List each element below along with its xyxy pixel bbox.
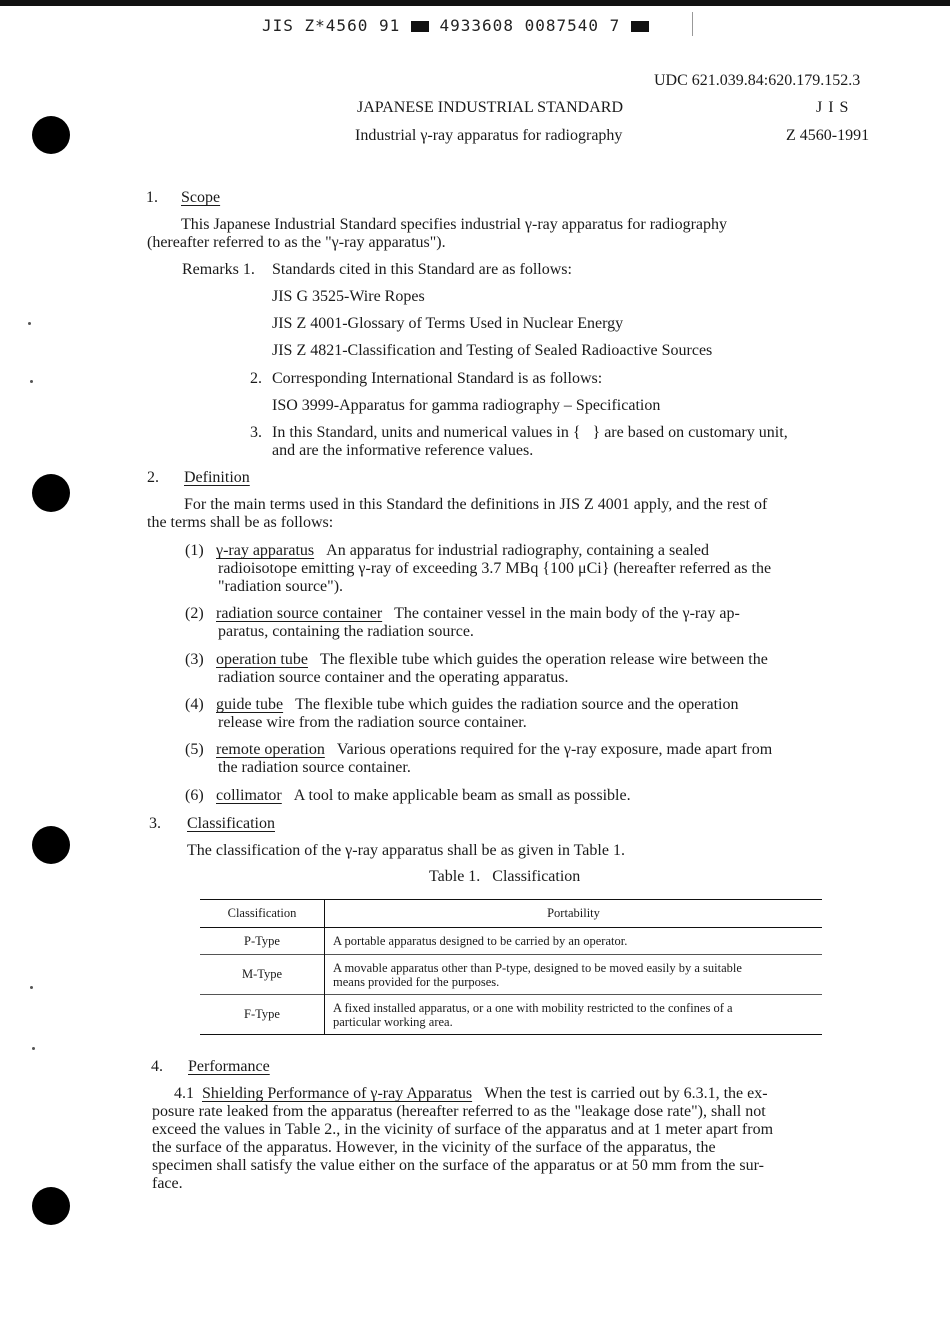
- col-header-portability: Portability: [547, 906, 600, 920]
- remark-3-text-2: and are the informative reference values.: [272, 442, 534, 459]
- definition-item-number: (4): [185, 696, 204, 713]
- definition-item-number: (2): [185, 605, 204, 622]
- performance-line: specimen shall satisfy the value either on the surface of the apparatus or at 50 mm from the sur-: [152, 1157, 764, 1174]
- table-header-row: [200, 900, 822, 928]
- document-title: Industrial γ-ray apparatus for radiography: [355, 127, 623, 144]
- classification-text: The classification of the γ-ray apparatus shall be as given in Table 1.: [187, 842, 625, 859]
- section-4-heading: Performance: [188, 1058, 270, 1075]
- definition-line: A tool to make applicable beam as small as possible.: [293, 787, 631, 804]
- definition-item-1: [216, 542, 709, 560]
- section-1-heading: Scope: [181, 189, 221, 206]
- scan-speck: [30, 986, 33, 989]
- definition-line: radiation source container and the operating apparatus.: [218, 669, 569, 686]
- scan-code-line: [262, 16, 649, 35]
- definition-line: paratus, containing the radiation source.: [218, 623, 474, 640]
- section-2-number: 2.: [147, 469, 159, 486]
- table-row: [200, 955, 822, 995]
- definition-item-number: (1): [185, 542, 204, 559]
- definition-line: An apparatus for industrial radiography, containing a sealed: [326, 542, 709, 559]
- scan-code-left: JIS Z*4560 91: [262, 16, 401, 35]
- definition-item-3: [216, 651, 768, 669]
- definition-line: release wire from the radiation source container.: [218, 714, 527, 731]
- udc-code: UDC 621.039.84:620.179.152.3: [654, 72, 861, 89]
- scan-block-mark: [631, 21, 649, 32]
- definition-item-number: (6): [185, 787, 204, 804]
- definition-item-4: [216, 696, 739, 714]
- term-collimator: collimator: [216, 787, 282, 804]
- definition-line: the radiation source container.: [218, 759, 411, 776]
- section-4-number: 4.: [151, 1058, 163, 1075]
- definition-text-2: the terms shall be as follows:: [147, 514, 334, 531]
- term-gamma-ray-apparatus: γ-ray apparatus: [216, 542, 315, 559]
- punch-hole: [32, 826, 70, 864]
- punch-hole: [32, 1187, 70, 1225]
- definition-item-number: (3): [185, 651, 204, 668]
- type-cell: F-Type: [200, 995, 325, 1035]
- definition-item-number: (5): [185, 741, 204, 758]
- definition-item-6: [216, 787, 631, 805]
- term-remote-operation: remote operation: [216, 741, 325, 758]
- section-3-number: 3.: [149, 815, 161, 832]
- type-cell: M-Type: [200, 955, 325, 995]
- performance-line: the surface of the apparatus. However, in the vicinity of the surface of the apparatus, the: [152, 1139, 716, 1156]
- definition-line: Various operations required for the γ-ray exposure, made apart from: [336, 741, 773, 758]
- type-cell: P-Type: [200, 928, 325, 955]
- portability-line: means provided for the purposes.: [333, 974, 500, 989]
- standard-number: Z 4560-1991: [786, 127, 870, 144]
- subsection-heading: Shielding Performance of γ-ray Apparatus: [202, 1085, 473, 1102]
- definition-line: The flexible tube which guides the operation release wire between the: [319, 651, 768, 668]
- definition-line: The flexible tube which guides the radiation source and the operation: [295, 696, 739, 713]
- term-operation-tube: operation tube: [216, 651, 308, 668]
- remark-2-text: Corresponding International Standard is as follows:: [272, 370, 603, 387]
- subsection-number: 4.1: [174, 1085, 194, 1102]
- table-row: [200, 995, 822, 1035]
- scope-text-2: (hereafter referred to as the "γ-ray apparatus").: [147, 234, 446, 251]
- col-header-classification: Classification: [200, 900, 325, 928]
- ref-jis-z4821: JIS Z 4821-Classification and Testing of Sealed Radioactive Sources: [272, 342, 713, 359]
- performance-line: exceed the values in Table 2., in the vicinity of surface of the apparatus and at 1 meter apart from: [152, 1121, 774, 1138]
- remarks-label: Remarks 1.: [182, 261, 255, 278]
- portability-line: A fixed installed apparatus, or a one with mobility restricted to the confines of a: [333, 1000, 733, 1015]
- performance-line: When the test is carried out by 6.3.1, the ex-: [484, 1085, 768, 1102]
- portability-line: particular working area.: [333, 1014, 453, 1029]
- remark-3-text-1: In this Standard, units and numerical values in { } are based on customary unit,: [272, 424, 788, 441]
- remark-1-text: Standards cited in this Standard are as follows:: [272, 261, 572, 278]
- section-3-heading: Classification: [187, 815, 275, 832]
- ref-iso-3999: ISO 3999-Apparatus for gamma radiography – Specification: [272, 397, 661, 414]
- scan-speck: [32, 1047, 35, 1050]
- ref-jis-g3525: JIS G 3525-Wire Ropes: [272, 288, 425, 305]
- portability-cell: [325, 928, 823, 955]
- remark-3-number: 3.: [250, 424, 262, 441]
- definition-item-2: [216, 605, 740, 623]
- punch-hole: [32, 474, 70, 512]
- portability-cell: [325, 995, 823, 1035]
- term-guide-tube: guide tube: [216, 696, 284, 713]
- ref-jis-z4001: JIS Z 4001-Glossary of Terms Used in Nuclear Energy: [272, 315, 624, 332]
- jis-mark: J I S: [816, 99, 850, 116]
- section-1-number: 1.: [146, 189, 158, 206]
- table-caption: Table 1. Classification: [429, 868, 581, 885]
- portability-line: A movable apparatus other than P-type, designed to be moved easily by a suitable: [333, 960, 742, 975]
- performance-line: posure rate leaked from the apparatus (hereafter referred to as the "leakage dose rate"), shall not: [152, 1103, 766, 1120]
- term-radiation-source-container: radiation source container: [216, 605, 383, 622]
- performance-line: face.: [152, 1175, 183, 1192]
- section-2-heading: Definition: [184, 469, 250, 486]
- definition-text-1: For the main terms used in this Standard the definitions in JIS Z 4001 apply, and the rest of: [184, 496, 768, 513]
- portability-line: A portable apparatus designed to be carried by an operator.: [333, 934, 628, 948]
- definition-line: The container vessel in the main body of the γ-ray ap-: [394, 605, 740, 622]
- definition-item-5: [216, 741, 772, 759]
- scan-speck: [28, 322, 31, 325]
- subsection-4-1: [174, 1085, 768, 1103]
- definition-line: "radiation source").: [218, 578, 344, 595]
- scope-text-1: This Japanese Industrial Standard specifies industrial γ-ray apparatus for radiography: [181, 216, 728, 233]
- classification-table: [200, 899, 822, 1035]
- punch-hole: [32, 116, 70, 154]
- scan-top-border: [0, 0, 950, 6]
- scan-code-right: 4933608 0087540 7: [439, 16, 621, 35]
- table-row: [200, 928, 822, 955]
- scan-speck: [30, 380, 33, 383]
- remark-2-number: 2.: [250, 370, 262, 387]
- standard-org: JAPANESE INDUSTRIAL STANDARD: [357, 99, 623, 116]
- portability-cell: [325, 955, 823, 995]
- scan-block-mark: [411, 21, 429, 32]
- scan-tick: [692, 12, 693, 36]
- definition-line: radioisotope emitting γ-ray of exceeding 3.7 MBq {100 μCi} (hereafter referred as the: [218, 560, 772, 577]
